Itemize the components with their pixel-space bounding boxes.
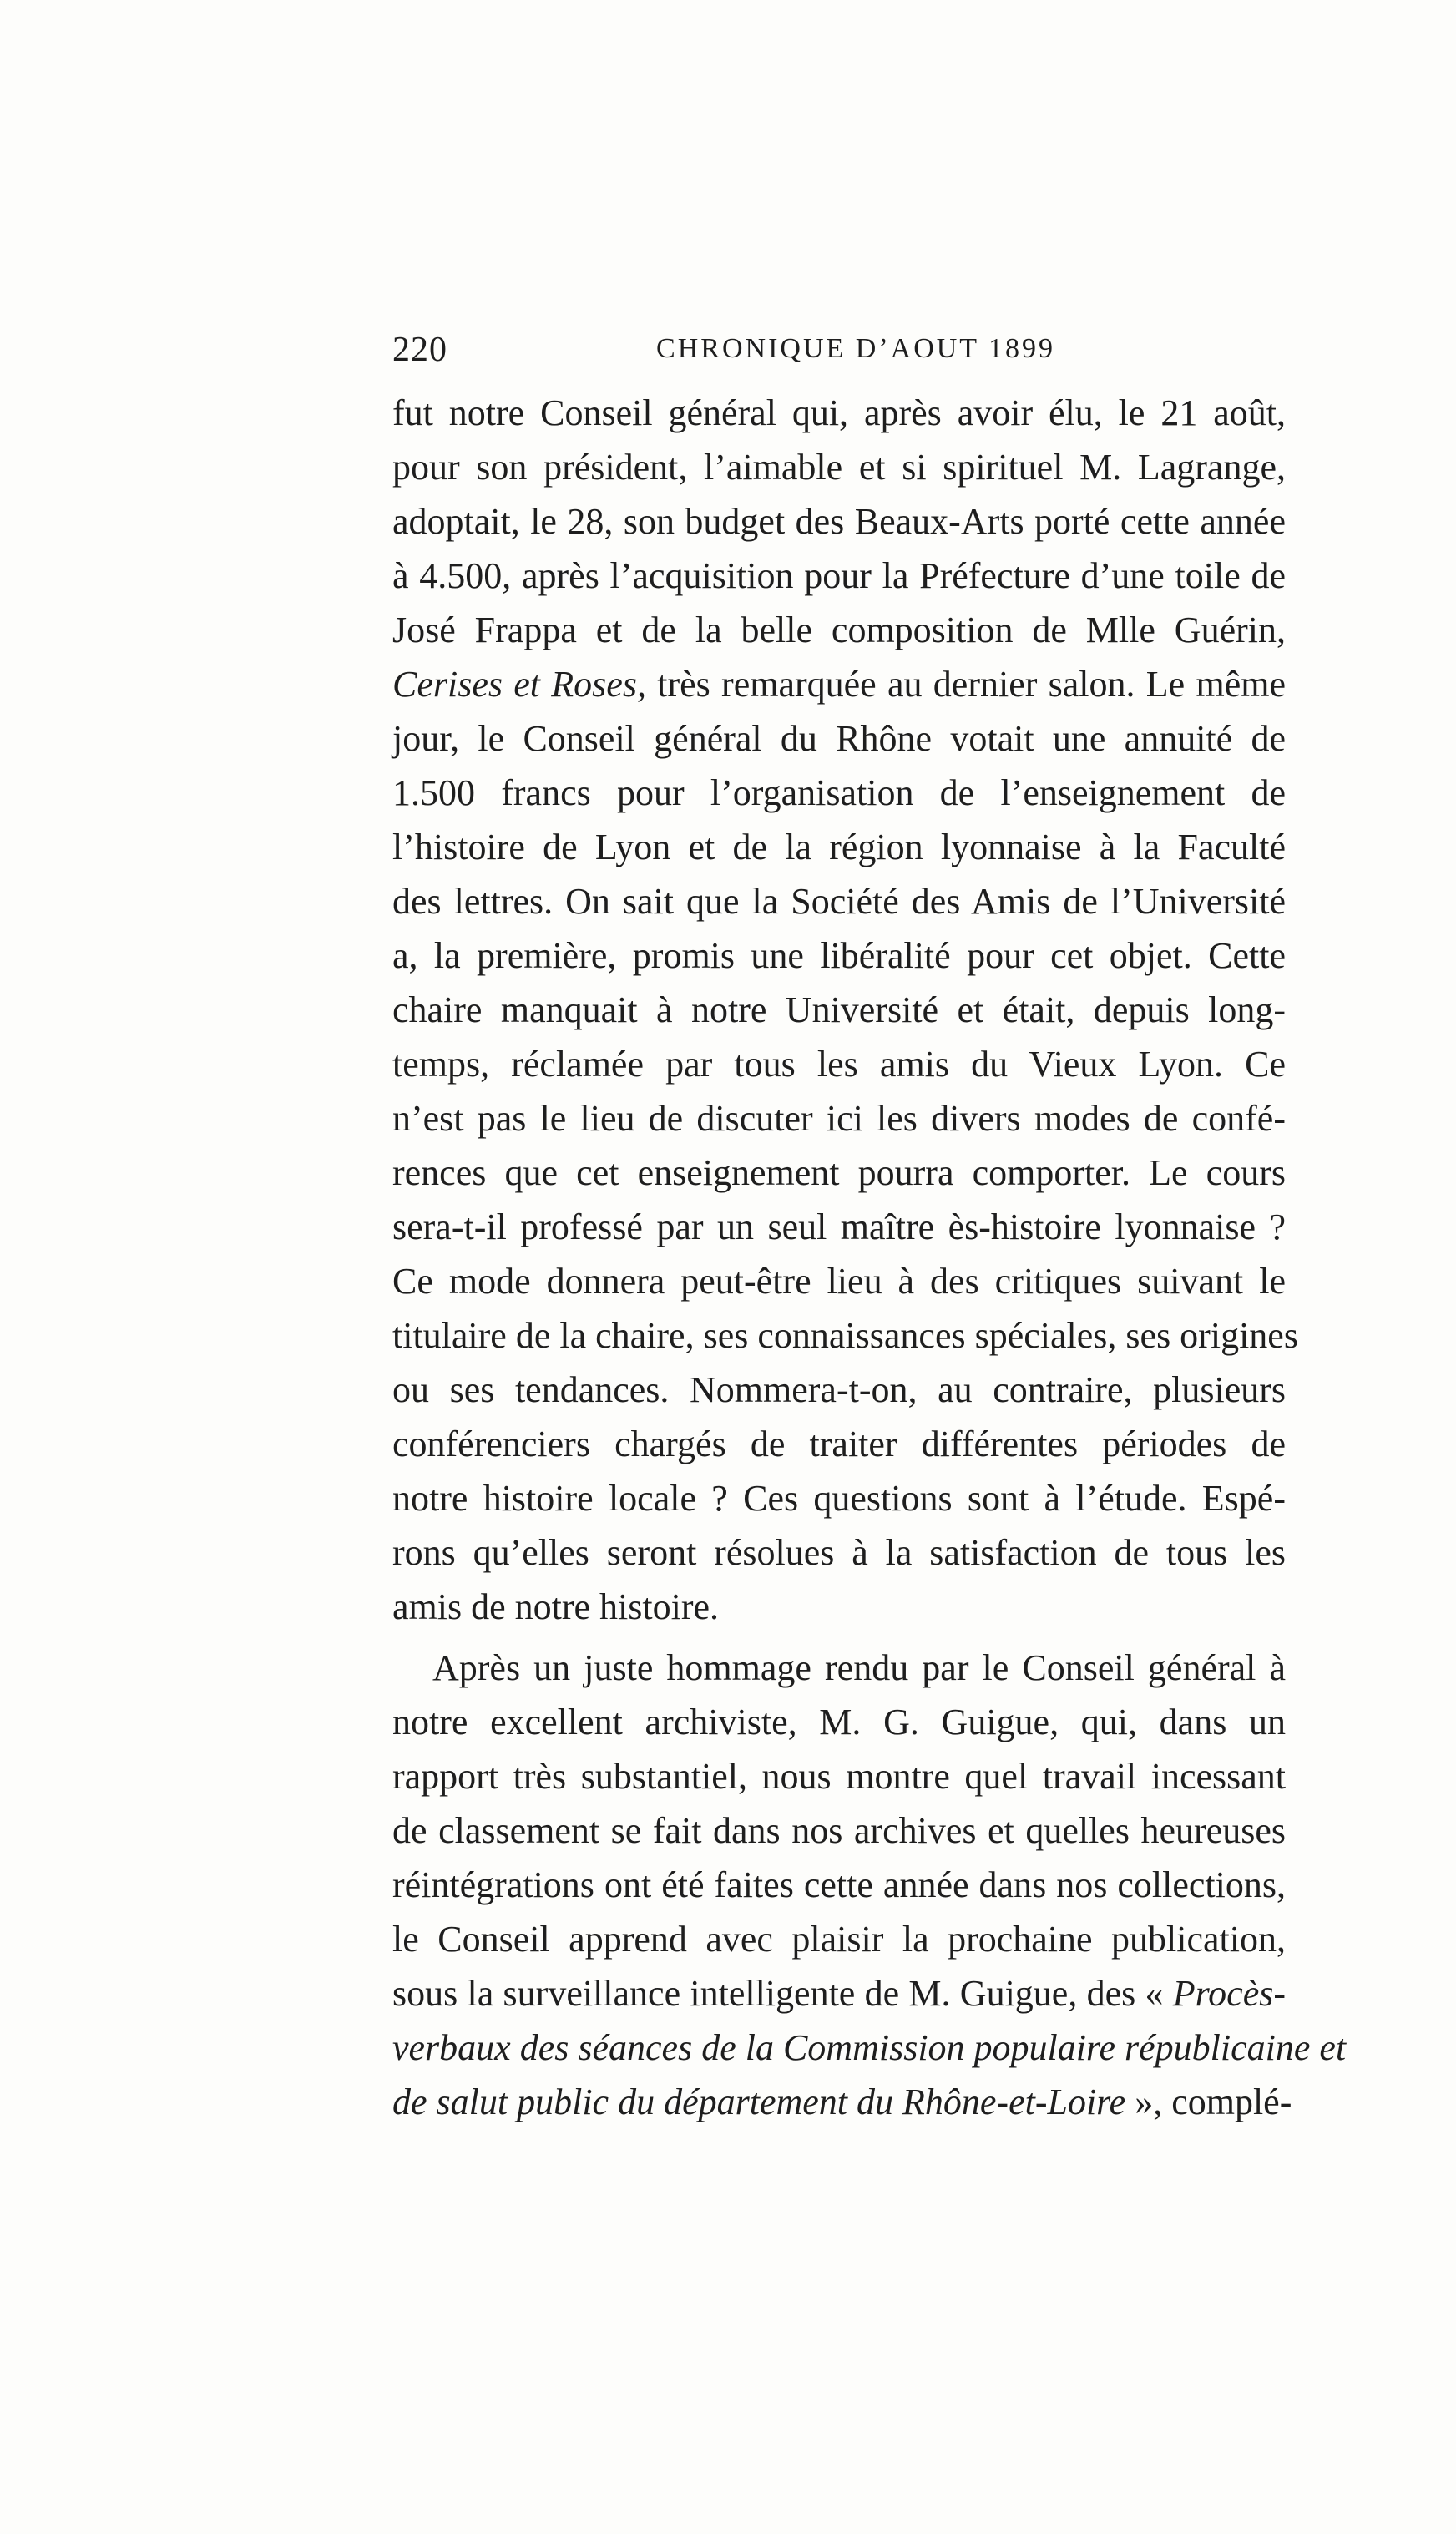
text-line: 1.500 francs pour l’organisation de l’enseignement de <box>392 772 1286 813</box>
italic-title: de salut public du département du Rhône-et-Loire <box>392 2081 1126 2122</box>
text-line: adoptait, le 28, son budget des Beaux-Arts porté cette année <box>392 501 1286 542</box>
text-line: Ce mode donnera peut-être lieu à des critiques suivant le <box>392 1261 1286 1302</box>
paragraph <box>392 386 1298 1634</box>
text-line: fut notre Conseil général qui, après avoir élu, le 21 août, <box>392 392 1286 433</box>
text-line: temps, réclamée par tous les amis du Vieux Lyon. Ce <box>392 1044 1286 1085</box>
text-line <box>392 2021 1347 2075</box>
text-line: jour, le Conseil général du Rhône votait une annuité de <box>392 718 1286 759</box>
italic-title: Procès- <box>1172 1973 1286 2014</box>
text-line: notre histoire locale ? Ces questions sont à l’étude. Espé- <box>392 1478 1286 1519</box>
text-run: », complé- <box>1125 2081 1292 2122</box>
text-line: rences que cet enseignement pourra comporter. Le cours <box>392 1152 1286 1193</box>
text-line <box>392 657 1286 711</box>
text-line: Après un juste hommage rendu par le Conseil général à <box>432 1647 1286 1688</box>
text-line: l’histoire de Lyon et de la région lyonnaise à la Faculté <box>392 827 1286 867</box>
text-line <box>392 1966 1286 2021</box>
body-text <box>392 386 1347 2129</box>
paragraph <box>392 1641 1347 2129</box>
text-line: pour son président, l’aimable et si spirituel M. Lagrange, <box>392 447 1286 488</box>
text-line <box>392 2075 1292 2129</box>
text-line: de classement se fait dans nos archives et quelles heureuses <box>392 1810 1286 1851</box>
text-line: rons qu’elles seront résolues à la satisfaction de tous les <box>392 1532 1286 1573</box>
running-title: CHRONIQUE D’AOUT 1899 <box>656 333 1055 364</box>
text-line: à 4.500, après l’acquisition pour la Préfecture d’une toile de <box>392 555 1286 596</box>
text-line: a, la première, promis une libéralité pour cet objet. Cette <box>392 935 1286 976</box>
text-line: amis de notre histoire. <box>392 1586 720 1627</box>
text-line: titulaire de la chaire, ses connaissances spéciales, ses origines <box>392 1315 1298 1356</box>
text-line: sera-t-il professé par un seul maître ès-histoire lyonnaise ? <box>392 1206 1286 1247</box>
page-number: 220 <box>392 331 447 369</box>
text-run: sous la surveillance intelligente de M. Guigue, des « <box>392 1973 1173 2014</box>
paragraph-gap <box>392 1634 1286 1641</box>
text-line: des lettres. On sait que la Société des Amis de l’Université <box>392 881 1286 922</box>
text-line: ou ses tendances. Nommera-t-on, au contraire, plusieurs <box>392 1369 1286 1410</box>
text-line: chaire manquait à notre Université et était, depuis long- <box>392 989 1286 1030</box>
text-line: notre excellent archiviste, M. G. Guigue, qui, dans un <box>392 1702 1286 1742</box>
running-head <box>392 330 1286 372</box>
text-run: très remarquée au dernier salon. Le même <box>645 664 1286 705</box>
italic-title: Cerises et Roses, <box>392 664 646 705</box>
text-line: réintégrations ont été faites cette année dans nos collections, <box>392 1864 1286 1905</box>
text-line: José Frappa et de la belle composition de Mlle Guérin, <box>392 609 1286 650</box>
text-line: conférenciers chargés de traiter différentes périodes de <box>392 1424 1286 1464</box>
italic-title: verbaux des séances de la Commission populaire républicaine et <box>392 2027 1347 2068</box>
text-line: rapport très substantiel, nous montre quel travail incessant <box>392 1756 1286 1797</box>
text-line: le Conseil apprend avec plaisir la prochaine publication, <box>392 1919 1286 1960</box>
text-line: n’est pas le lieu de discuter ici les divers modes de confé- <box>392 1098 1286 1139</box>
